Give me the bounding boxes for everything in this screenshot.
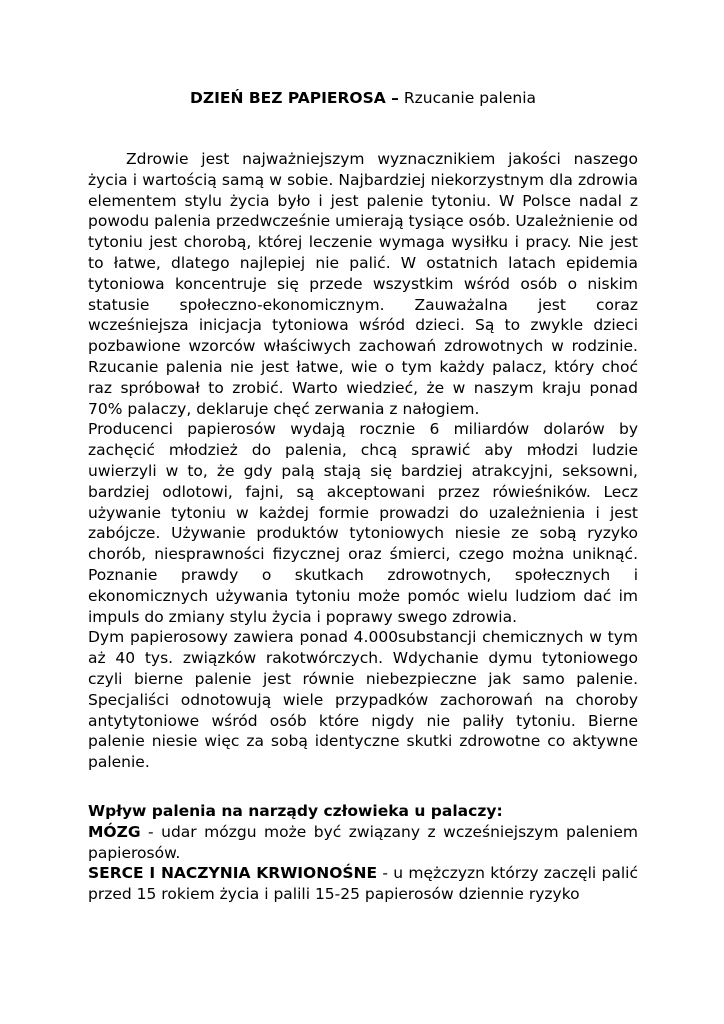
organ-description: - u mężczyzn którzy zaczęli palić przed 15 rokiem życia i palili 15-25 papierosów dziennie ryzyko [88,864,639,904]
organ-item-heart [88,863,638,905]
organs-section [88,801,638,905]
organ-item-brain [88,822,638,864]
section-heading: Wpływ palenia na narządy człowieka u palaczy: [88,802,503,820]
organ-term: MÓZG [88,822,141,841]
paragraph-smoke: Dym papierosowy zawiera ponad 4.000substancji chemicznych w tym aż 40 tys. związków rakotwórczych. Wdychanie dymu tytoniowego czyli bierne palenie jest równie niebezpieczne jak samo palenie. Specjaliści odnotowują wiele przypadków zachorowań na choroby antytytoniowe wśród osób które nigdy nie paliły tytoniu. Bierne palenie niesie więc za sobą identyczne skutki zdrowotne co aktywne palenie. [88,628,638,772]
title-normal-part: Rzucanie palenia [403,89,537,107]
body-text [88,149,638,773]
paragraph-intro: Zdrowie jest najważniejszym wyznacznikiem jakości naszego życia i wartością samą w sobie. Najbardziej niekorzystnym dla zdrowia elementem stylu życia było i jest palenie tytoniu. W Polsce nadal z powodu palenia przedwcześnie umierają tysiące osób. Uzależnienie od tytoniu jest chorobą, której leczenie wymaga wysiłku i pracy. Nie jest to łatwe, dlatego najlepiej nie palić. W ostatnich latach epidemia tytoniowa koncentruje się przede wszystkim wśród osób o niskim statusie społeczno-ekonomicznym. Zauważalna jest coraz wcześniejsza inicjacja tytoniowa wśród dzieci. Są to zwykle dzieci pozbawione wzorców właściwych zachowań zdrowotnych w rodzinie. Rzucanie palenia nie jest łatwe, wie o tym każdy palacz, który choć raz spróbował to zrobić. Warto wiedzieć, że w naszym kraju ponad 70% palaczy, deklaruje chęć zerwania z nałogiem. [88,150,638,418]
paragraph-producers: Producenci papierosów wydają rocznie 6 miliardów dolarów by zachęcić młodzież do palenia, chcą sprawić aby młodzi ludzie uwierzyli w to, że gdy palą stają się bardziej atrakcyjni, seksowni, bardziej odlotowi, fajni, są akceptowani przez rówieśników. Lecz używanie tytoniu w każdej formie prowadzi do uzależnienia i jest zabójcze. Używanie produktów tytoniowych niesie ze sobą ryzyko chorób, niesprawności fizycznej oraz śmierci, czego można uniknąć. Poznanie prawdy o skutkach zdrowotnych, społecznych i ekonomicznych używania tytoniu może pomóc wielu ludziom dać im impuls do zmiany stylu życia i poprawy swego zdrowia. [88,420,638,626]
organ-term: SERCE I NACZYNIA KRWIONOŚNE [88,864,378,883]
title-bold-part: DZIEŃ BEZ PAPIEROSA – [189,89,399,107]
organ-description: - udar mózgu może być związany z wcześniejszym paleniem papierosów. [88,822,638,862]
document-title [88,88,638,108]
